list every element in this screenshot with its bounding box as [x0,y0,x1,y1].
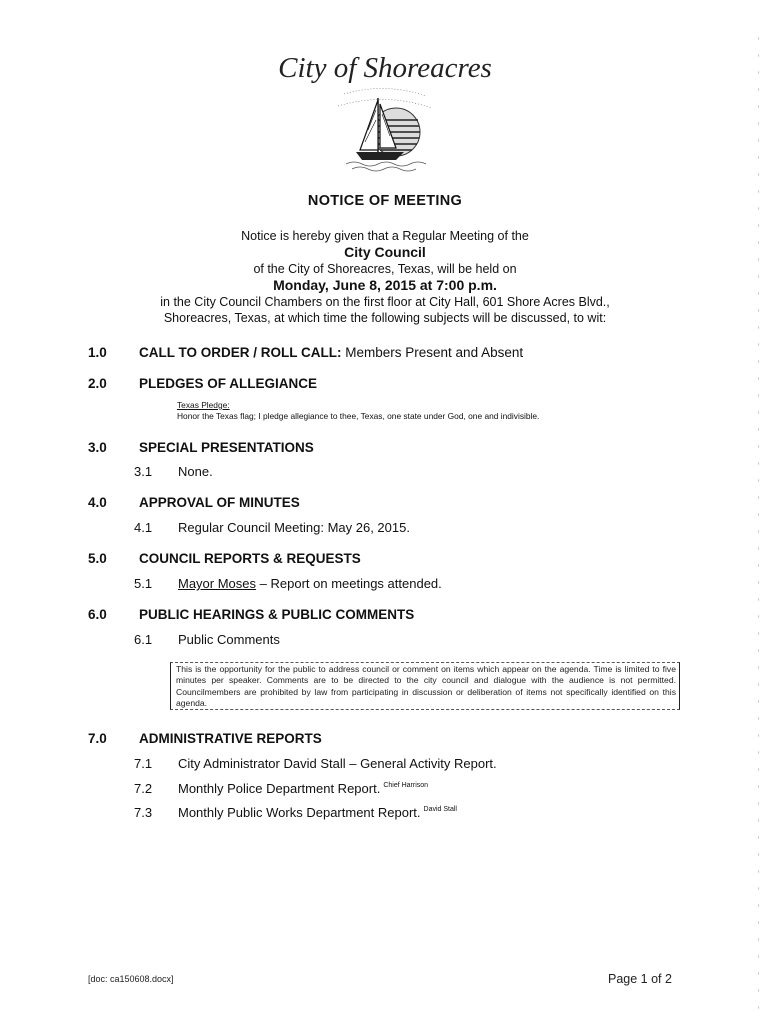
presenter-note: Chief Harrison [383,782,429,789]
footer-doc-reference: [doc: ca150608.docx] [88,974,174,984]
item-text: Public Comments [178,632,280,647]
section-title: COUNCIL REPORTS & REQUESTS [139,551,361,566]
section-number: 2.0 [88,376,107,391]
intro-line-1: Notice is hereby given that a Regular Meeting of the [241,229,529,243]
intro-line-4: Shoreacres, Texas, at which time the following subjects will be discussed, to wit: [163,311,607,325]
section-number: 4.0 [88,495,107,510]
section-title: ADMINISTRATIVE REPORTS [139,731,322,746]
item-text: Monthly Public Works Department Report. [178,805,421,820]
item-number: 7.2 [134,781,153,796]
item-text-wrap [178,576,442,591]
intro-line-2: of the City of Shoreacres, Texas, will be held on [253,262,517,276]
section-title: APPROVAL OF MINUTES [139,495,300,510]
section-title: SPECIAL PRESENTATIONS [139,440,314,455]
meeting-date-time: Monday, June 8, 2015 at 7:00 p.m. [273,277,497,293]
section-title-wrap [139,345,523,360]
item-number: 7.3 [134,805,153,820]
pledge-text: Honor the Texas flag; I pledge allegiance to thee, Texas, one state under God, one and indivisible. [177,411,540,421]
item-number: 5.1 [134,576,153,591]
section-number: 3.0 [88,440,107,455]
presenter-note: David Stall [423,806,457,813]
letterhead-title: City of Shoreacres [278,52,492,84]
item-text-wrap [178,805,457,820]
section-number: 5.0 [88,551,107,566]
section-title: PLEDGES OF ALLEGIANCE [139,376,318,391]
section-subtitle: Members Present and Absent [345,345,524,360]
item-number: 6.1 [134,632,153,647]
meeting-intro [0,228,770,326]
section-number: 6.0 [88,607,107,622]
notice-title: NOTICE OF MEETING [307,193,463,209]
footer-page-number: Page 1 of 2 [608,972,672,986]
item-text: Monthly Police Department Report. [178,781,381,796]
item-text: None. [178,464,213,479]
sailboat-seal-icon [332,86,438,172]
item-number: 4.1 [134,520,153,535]
section-title: PUBLIC HEARINGS & PUBLIC COMMENTS [139,607,415,622]
mayor-name: Mayor Moses [178,576,257,591]
item-text: City Administrator David Stall – General Activity Report. [178,756,497,771]
item-number: 3.1 [134,464,153,479]
section-title: CALL TO ORDER / ROLL CALL: [139,345,342,360]
pledge-heading: Texas Pledge: [177,400,230,410]
texas-pledge [177,400,539,422]
item-text-wrap [178,781,428,796]
body-name: City Council [344,244,426,260]
item-text: Regular Council Meeting: May 26, 2015. [178,520,410,535]
intro-line-3: in the City Council Chambers on the first floor at City Hall, 601 Shore Acres Blvd., [160,295,610,309]
public-comment-note: This is the opportunity for the public to address council or comment on items which appear on the agenda. Time is limited to five minutes per speaker. Comments are to be directed to the city council and dialogue with the audience is not permitted. Councilmembers are prohibited by law from participating in discussion or deliberation of items not specifically identified on this agenda. [170,662,680,710]
section-number: 7.0 [88,731,107,746]
scan-edge-artifact [754,30,764,1010]
section-number: 1.0 [88,345,107,360]
item-number: 7.1 [134,756,153,771]
item-text: – Report on meetings attended. [256,576,442,591]
